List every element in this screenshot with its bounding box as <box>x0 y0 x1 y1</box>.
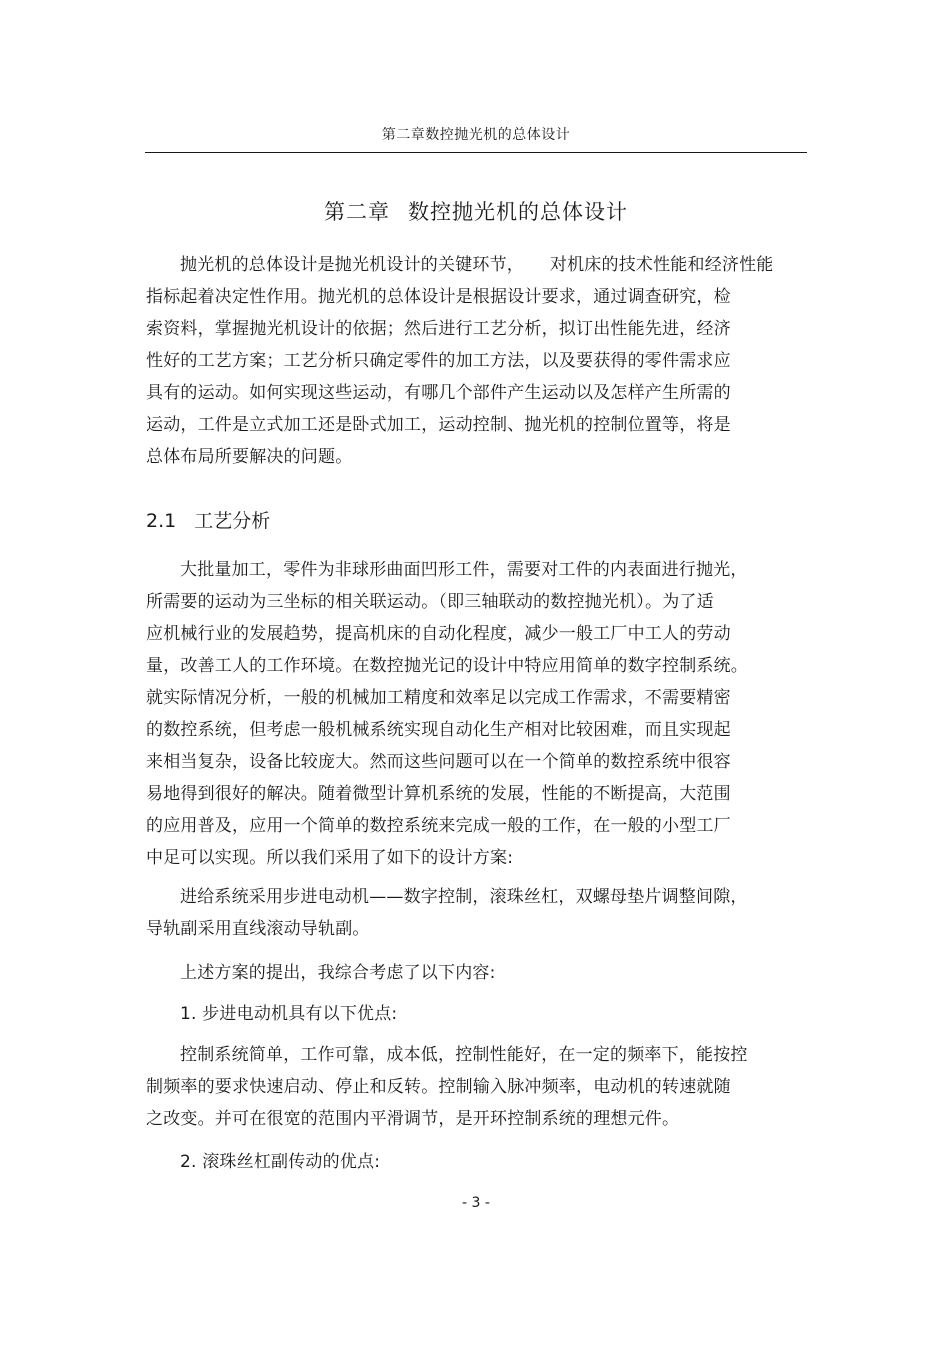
body-paragraph-line: 的数控系统，但考虑一般机械系统实现自动化生产相对比较困难，而且实现起 <box>146 720 731 740</box>
running-header: 第二章数控抛光机的总体设计 <box>381 127 571 143</box>
scheme-paragraph-line: 导轨副采用直线滚动导轨副。 <box>146 919 370 939</box>
intro-paragraph-line: 抛光机的总体设计是抛光机设计的关键环节， 对机床的技术性能和经济性能 <box>180 255 774 275</box>
list-item-heading: 1. 步进电动机具有以下优点: <box>180 1004 398 1024</box>
intro-paragraph-line: 具有的运动。如何实现这些运动，有哪几个部件产生运动以及怎样产生所需的 <box>146 383 731 403</box>
body-paragraph-line: 量，改善工人的工作环境。在数控抛光记的设计中特应用简单的数字控制系统。 <box>146 656 748 676</box>
body-paragraph-line: 应机械行业的发展趋势，提高机床的自动化程度，减少一般工厂中工人的劳动 <box>146 624 731 644</box>
body-paragraph-line: 易地得到很好的解决。随着微型计算机系统的发展，性能的不断提高，大范围 <box>146 784 731 804</box>
considerations-line: 上述方案的提出，我综合考虑了以下内容: <box>180 963 496 983</box>
item1-paragraph-line: 制频率的要求快速启动、停止和反转。控制输入脉冲频率，电动机的转速就随 <box>146 1077 731 1097</box>
section-number: 2.1 <box>146 510 177 532</box>
body-paragraph-line: 大批量加工，零件为非球形曲面凹形工件，需要对工件的内表面进行抛光， <box>180 560 748 580</box>
body-paragraph-line: 中足可以实现。所以我们采用了如下的设计方案: <box>146 848 514 868</box>
list-item-heading: 2. 滚珠丝杠副传动的优点: <box>180 1152 381 1172</box>
section-title: 工艺分析 <box>194 510 271 532</box>
scheme-paragraph-line: 进给系统采用步进电动机——数字控制，滚珠丝杠，双螺母垫片调整间隙， <box>180 887 748 907</box>
page-number: - 3 - <box>462 1195 490 1211</box>
intro-paragraph-line: 总体布局所要解决的问题。 <box>146 447 353 467</box>
body-paragraph-line: 的应用普及，应用一个简单的数控系统来完成一般的工作，在一般的小型工厂 <box>146 816 731 836</box>
item1-paragraph-line: 之改变。并可在很宽的范围内平滑调节，是开环控制系统的理想元件。 <box>146 1109 680 1129</box>
body-paragraph-line: 所需要的运动为三坐标的相关联运动。（即三轴联动的数控抛光机）。为了适 <box>146 592 714 612</box>
section-heading <box>146 506 270 533</box>
intro-paragraph-line: 运动，工件是立式加工还是卧式加工，运动控制、抛光机的控制位置等，将是 <box>146 415 731 435</box>
header-divider <box>145 152 807 153</box>
body-paragraph-line: 来相当复杂，设备比较庞大。然而这些问题可以在一个简单的数控系统中很容 <box>146 752 731 772</box>
chapter-label: 第二章 <box>324 200 390 224</box>
intro-paragraph-line: 性好的工艺方案；工艺分析只确定零件的加工方法，以及要获得的零件需求应 <box>146 351 731 371</box>
intro-paragraph-line: 指标起着决定性作用。抛光机的总体设计是根据设计要求，通过调查研究，检 <box>146 287 731 307</box>
chapter-title-text: 数控抛光机的总体设计 <box>408 200 628 224</box>
intro-paragraph-line: 索资料，掌握抛光机设计的依据；然后进行工艺分析，拟订出性能先进，经济 <box>146 319 731 339</box>
item1-paragraph-line: 控制系统简单，工作可靠，成本低，控制性能好，在一定的频率下，能按控 <box>180 1045 748 1065</box>
chapter-title <box>145 196 807 226</box>
body-paragraph-line: 就实际情况分析，一般的机械加工精度和效率足以完成工作需求，不需要精密 <box>146 688 731 708</box>
